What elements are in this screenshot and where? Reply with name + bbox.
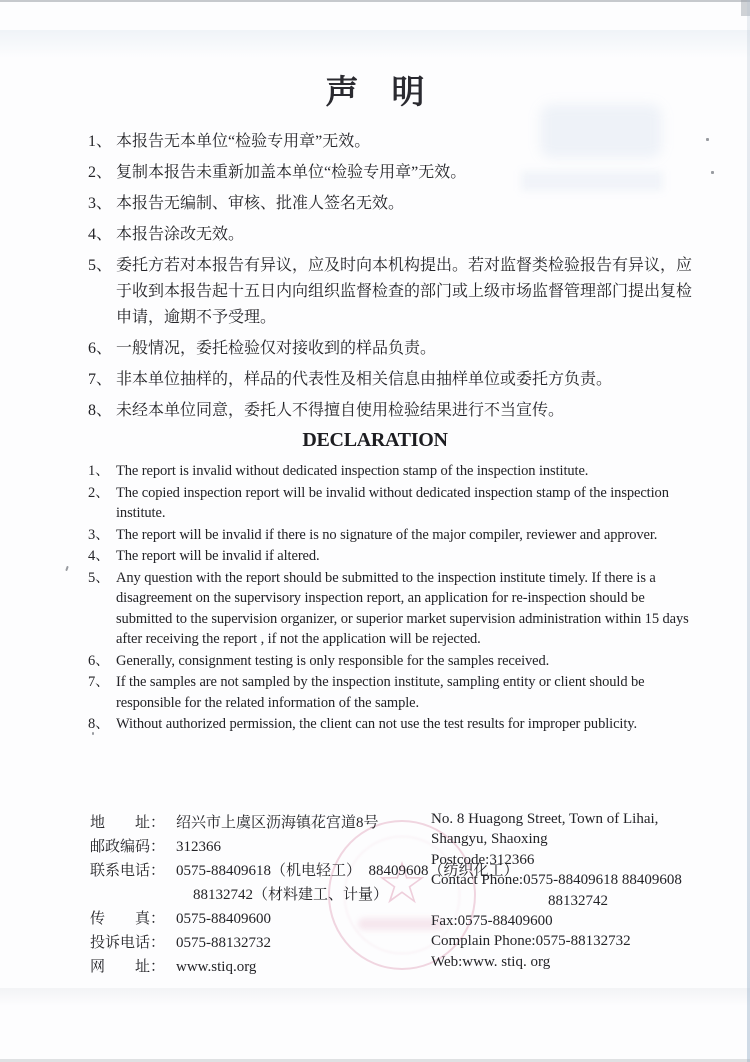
- declaration-item: [88, 672, 700, 713]
- statement-item: [88, 129, 694, 155]
- contact-value: 绍兴市上虞区沥海镇花宫道8号: [176, 815, 379, 831]
- item-number: 6、: [88, 340, 113, 357]
- declaration-item: [88, 483, 700, 524]
- item-text: Generally, consignment testing is only responsible for the samples received.: [116, 652, 550, 669]
- declaration-item: [88, 525, 700, 546]
- item-number: 4、: [88, 548, 110, 564]
- declaration-item: [88, 651, 700, 672]
- item-text: 未经本单位同意，委托人不得擅自使用检验结果进行不当宣传。: [116, 402, 565, 419]
- statement-item: [88, 336, 694, 362]
- star-icon: ☆: [376, 849, 428, 918]
- contact-row-fax-en: Fax:0575-88409600: [431, 913, 553, 930]
- item-number: 7、: [88, 674, 110, 690]
- item-number: 4、: [88, 226, 113, 243]
- item-number: 5、: [88, 257, 113, 274]
- contact-value: www.stiq.org: [176, 959, 257, 975]
- item-number: 2、: [88, 164, 113, 181]
- statement-item: [88, 367, 694, 393]
- declaration-list-en: [88, 461, 700, 736]
- item-number: 8、: [88, 716, 110, 732]
- item-number: 7、: [88, 371, 113, 388]
- declaration-item: [88, 568, 700, 650]
- scan-speck: [706, 138, 709, 141]
- item-text: If the samples are not sampled by the inspection institute, sampling entity or client should be responsible for the related information of the sample.: [116, 674, 645, 711]
- contact-value: 312366: [176, 839, 221, 855]
- contact-block-en: [431, 809, 682, 972]
- item-text: Any question with the report should be submitted to the inspection institute timely. If there is a disagreement on the supervisory inspection report, an application for re-inspection should be submitted to the supervision organizer, or superior market supervision administration within 15 days after receiving the report , if not the application will be rejected.: [116, 569, 689, 647]
- item-number: 1、: [88, 133, 113, 150]
- item-text: The report will be invalid if altered.: [116, 548, 320, 564]
- page-title-cn: 声 明: [325, 75, 425, 111]
- contact-row-city-en: Shangyu, Shaoxing: [431, 831, 548, 848]
- scan-speck: [711, 171, 714, 174]
- declaration-item: [88, 546, 700, 567]
- item-text: 一般情况，委托检验仅对接收到的样品负责。: [116, 340, 437, 357]
- contact-label: 邮政编码：: [90, 839, 166, 855]
- statement-item: [88, 191, 694, 217]
- contact-row-postcode-en: Postcode:312366: [431, 851, 535, 868]
- item-number: 1、: [88, 463, 110, 479]
- contact-row-phone-cont-en: 88132742: [548, 892, 608, 909]
- statement-item: [88, 160, 694, 186]
- item-text: 复制本报告未重新加盖本单位“检验专用章”无效。: [116, 164, 467, 181]
- item-text: 本报告涂改无效。: [116, 226, 245, 243]
- item-text: 非本单位抽样的，样品的代表性及相关信息由抽样单位或委托方负责。: [116, 371, 613, 388]
- contact-value: 0575-88409618（机电轻工） 88409608（纺织化工）: [176, 863, 519, 879]
- contact-label: 投诉电话：: [90, 935, 166, 951]
- contact-value: 88132742（材料建工、计量）: [193, 887, 389, 903]
- item-number: 2、: [88, 484, 110, 501]
- scan-edge-top: [0, 0, 750, 2]
- item-number: 6、: [88, 652, 110, 669]
- contact-row-address-en: No. 8 Huagong Street, Town of Lihai,: [431, 811, 659, 827]
- item-text: The report will be invalid if there is no signature of the major compiler, reviewer and approver.: [116, 526, 658, 543]
- contact-label: 联系电话：: [90, 863, 166, 879]
- contact-label: 传 真：: [90, 911, 166, 927]
- statement-item: [88, 222, 694, 248]
- item-number: 3、: [88, 195, 113, 212]
- item-text: 委托方若对本报告有异议，应及时向本机构提出。若对监督类检验报告有异议，应于收到本报告起十五日内向组织监督检查的部门或上级市场监督管理部门提出复检申请，逾期不予受理。: [116, 257, 693, 326]
- contact-label: 地 址：: [90, 815, 166, 831]
- contact-label: [90, 883, 176, 907]
- contact-label: 网 址：: [90, 959, 166, 975]
- item-number: 5、: [88, 569, 110, 586]
- item-text: Without authorized permission, the client can not use the test results for improper publicity.: [116, 716, 638, 732]
- contact-value: 0575-88409600: [176, 911, 271, 927]
- declaration-item: [88, 714, 700, 735]
- item-text: The copied inspection report will be invalid without dedicated inspection stamp of the inspection institute.: [116, 484, 669, 521]
- contact-row-phone-en: Contact Phone:0575-88409618 88409608: [431, 872, 682, 889]
- item-text: The report is invalid without dedicated inspection stamp of the inspection institute.: [116, 463, 589, 479]
- item-number: 3、: [88, 526, 110, 543]
- item-text: 本报告无编制、审核、批准人签名无效。: [116, 195, 405, 212]
- scan-noise-band: [0, 988, 750, 1006]
- statement-item: [88, 398, 694, 424]
- statement-list-cn: [88, 129, 694, 429]
- scan-speck: [65, 566, 69, 571]
- contact-row-complaint-en: Complain Phone:0575-88132732: [431, 933, 631, 950]
- declaration-title: DECLARATION: [302, 429, 448, 451]
- contact-row-web-en: Web:www. stiq. org: [431, 953, 551, 970]
- item-number: 8、: [88, 402, 113, 419]
- statement-item: [88, 253, 694, 331]
- declaration-item: [88, 461, 700, 482]
- item-text: 本报告无本单位“检验专用章”无效。: [116, 133, 371, 150]
- scan-tint-band: [0, 30, 750, 58]
- contact-value: 0575-88132732: [176, 935, 271, 951]
